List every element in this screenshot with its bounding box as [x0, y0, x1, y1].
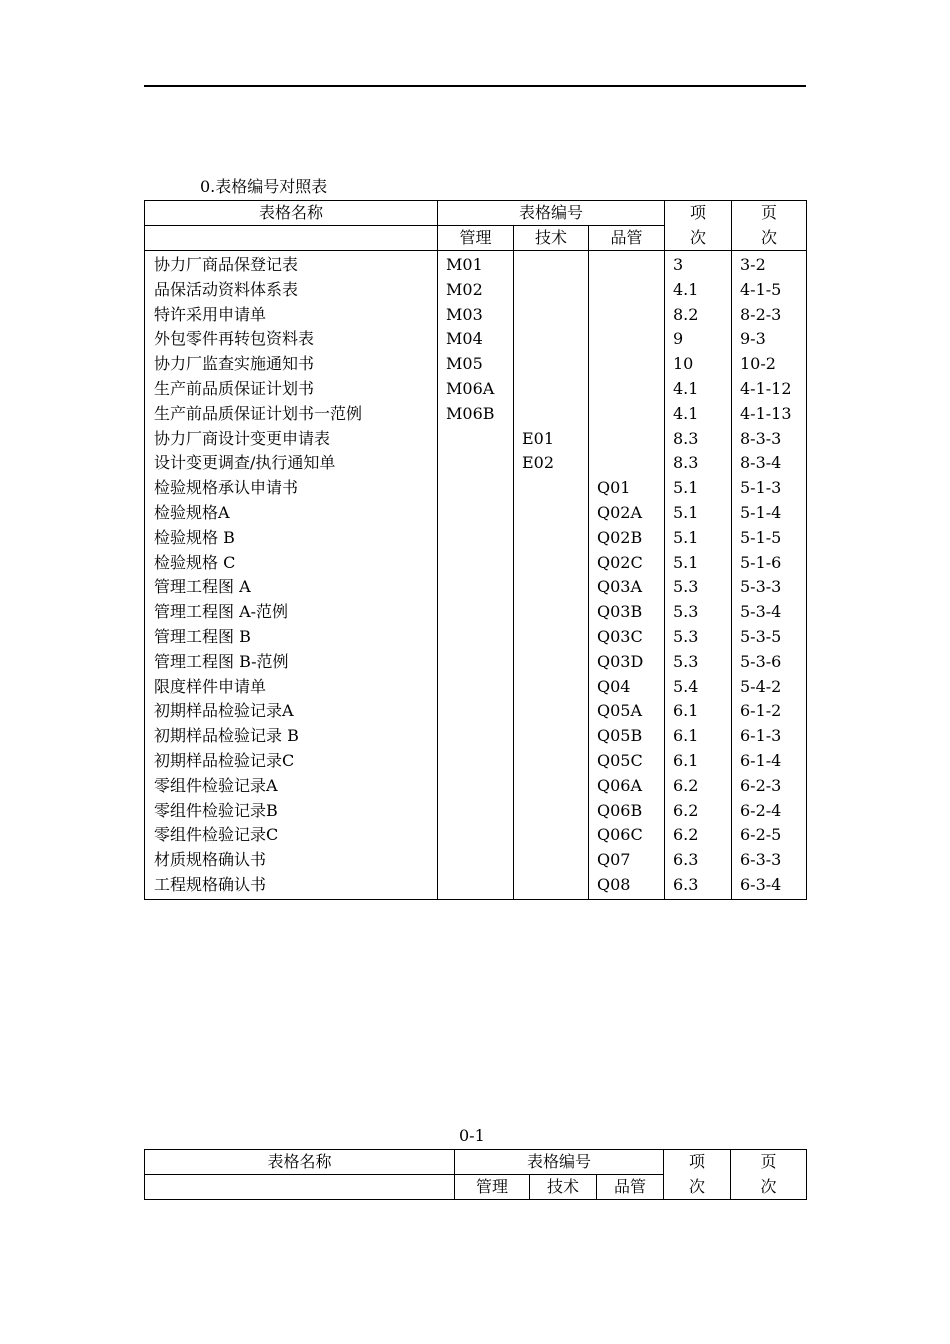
qc-code-cell: Q04	[589, 675, 665, 700]
continued-table-header	[144, 1149, 807, 1200]
tech-code-cell	[514, 699, 589, 724]
form-name-cell: 品保活动资料体系表	[145, 278, 438, 303]
qc-code-cell: Q08	[589, 873, 665, 899]
tech-code-cell	[514, 551, 589, 576]
table-row	[145, 526, 807, 551]
mgmt-code-cell	[438, 551, 514, 576]
header-form-code: 表格编号	[455, 1150, 664, 1175]
item-cell: 5.3	[665, 600, 732, 625]
header-mgmt: 管理	[438, 226, 514, 251]
form-name-cell: 零组件检验记录C	[145, 823, 438, 848]
mgmt-code-cell	[438, 625, 514, 650]
item-cell: 5.1	[665, 526, 732, 551]
form-name-cell: 生产前品质保证计划书一范例	[145, 402, 438, 427]
tech-code-cell	[514, 749, 589, 774]
page-cell: 5-1-3	[732, 476, 807, 501]
table-row	[145, 799, 807, 824]
item-cell: 5.1	[665, 501, 732, 526]
header-form-name: 表格名称	[145, 1150, 455, 1175]
page-cell: 4-1-13	[732, 402, 807, 427]
page-cell: 5-3-5	[732, 625, 807, 650]
item-cell: 4.1	[665, 377, 732, 402]
header-qc: 品管	[589, 226, 665, 251]
form-name-cell: 检验规格承认申请书	[145, 476, 438, 501]
mgmt-code-cell: M05	[438, 352, 514, 377]
form-name-cell: 初期样品检验记录A	[145, 699, 438, 724]
mgmt-code-cell: M06A	[438, 377, 514, 402]
qc-code-cell	[589, 451, 665, 476]
item-cell: 5.4	[665, 675, 732, 700]
header-rule	[144, 85, 806, 87]
tech-code-cell	[514, 327, 589, 352]
page-cell: 5-4-2	[732, 675, 807, 700]
form-name-cell: 管理工程图 A-范例	[145, 600, 438, 625]
mgmt-code-cell	[438, 451, 514, 476]
mgmt-code-cell	[438, 600, 514, 625]
header-tech: 技术	[530, 1175, 597, 1200]
qc-code-cell: Q03B	[589, 600, 665, 625]
table-row	[145, 476, 807, 501]
section-title: 0.表格编号对照表	[200, 177, 328, 196]
tech-code-cell	[514, 625, 589, 650]
page-cell: 6-2-5	[732, 823, 807, 848]
header-page-bottom: 次	[731, 1175, 807, 1200]
table-row	[145, 551, 807, 576]
form-name-cell: 管理工程图 B-范例	[145, 650, 438, 675]
header-page-bottom: 次	[732, 226, 807, 251]
tech-code-cell	[514, 873, 589, 899]
form-name-cell: 初期样品检验记录C	[145, 749, 438, 774]
page-cell: 5-3-6	[732, 650, 807, 675]
page-cell: 6-1-4	[732, 749, 807, 774]
qc-code-cell	[589, 303, 665, 328]
page-cell: 4-1-5	[732, 278, 807, 303]
mgmt-code-cell	[438, 427, 514, 452]
qc-code-cell	[589, 251, 665, 278]
header-blank	[145, 1175, 455, 1200]
page-cell: 5-1-6	[732, 551, 807, 576]
qc-code-cell	[589, 402, 665, 427]
item-cell: 4.1	[665, 278, 732, 303]
form-name-cell: 协力厂商设计变更申请表	[145, 427, 438, 452]
table-row	[145, 352, 807, 377]
table-row	[145, 451, 807, 476]
mgmt-code-cell	[438, 848, 514, 873]
header-page-top: 页	[732, 201, 807, 226]
form-name-cell: 管理工程图 A	[145, 575, 438, 600]
tech-code-cell	[514, 402, 589, 427]
form-name-cell: 外包零件再转包资料表	[145, 327, 438, 352]
tech-code-cell: E02	[514, 451, 589, 476]
table-row	[145, 848, 807, 873]
tech-code-cell	[514, 575, 589, 600]
table-row	[145, 327, 807, 352]
qc-code-cell	[589, 327, 665, 352]
page-cell: 5-3-3	[732, 575, 807, 600]
page-cell: 9-3	[732, 327, 807, 352]
page-cell: 3-2	[732, 251, 807, 278]
form-name-cell: 材质规格确认书	[145, 848, 438, 873]
item-cell: 5.1	[665, 551, 732, 576]
item-cell: 6.1	[665, 749, 732, 774]
header-tech: 技术	[514, 226, 589, 251]
tech-code-cell	[514, 352, 589, 377]
tech-code-cell	[514, 501, 589, 526]
item-cell: 3	[665, 251, 732, 278]
mgmt-code-cell	[438, 675, 514, 700]
page-cell: 5-1-5	[732, 526, 807, 551]
form-name-cell: 管理工程图 B	[145, 625, 438, 650]
form-name-cell: 生产前品质保证计划书	[145, 377, 438, 402]
tech-code-cell	[514, 278, 589, 303]
header-item-bottom: 次	[664, 1175, 731, 1200]
qc-code-cell: Q03A	[589, 575, 665, 600]
tech-code-cell	[514, 526, 589, 551]
item-cell: 10	[665, 352, 732, 377]
table-row	[145, 724, 807, 749]
item-cell: 6.1	[665, 699, 732, 724]
mgmt-code-cell	[438, 724, 514, 749]
mgmt-code-cell: M03	[438, 303, 514, 328]
mgmt-code-cell: M06B	[438, 402, 514, 427]
header-qc: 品管	[597, 1175, 664, 1200]
page-cell: 6-3-3	[732, 848, 807, 873]
table-row	[145, 650, 807, 675]
table-row	[145, 303, 807, 328]
table-body	[145, 251, 807, 900]
qc-code-cell: Q02B	[589, 526, 665, 551]
item-cell: 6.2	[665, 799, 732, 824]
table-row	[145, 675, 807, 700]
tech-code-cell	[514, 848, 589, 873]
table-row	[145, 427, 807, 452]
tech-code-cell	[514, 303, 589, 328]
table-row	[145, 699, 807, 724]
form-name-cell: 检验规格 B	[145, 526, 438, 551]
mgmt-code-cell	[438, 501, 514, 526]
mgmt-code-cell	[438, 526, 514, 551]
page-cell: 6-1-2	[732, 699, 807, 724]
table-row	[145, 251, 807, 278]
table-row	[145, 402, 807, 427]
qc-code-cell: Q05A	[589, 699, 665, 724]
tech-code-cell	[514, 799, 589, 824]
item-cell: 6.3	[665, 848, 732, 873]
page-cell: 4-1-12	[732, 377, 807, 402]
table-row	[145, 749, 807, 774]
qc-code-cell: Q02A	[589, 501, 665, 526]
page-cell: 10-2	[732, 352, 807, 377]
header-form-name: 表格名称	[145, 201, 438, 226]
item-cell: 6.2	[665, 774, 732, 799]
mgmt-code-cell	[438, 873, 514, 899]
tech-code-cell	[514, 724, 589, 749]
item-cell: 8.2	[665, 303, 732, 328]
header-mgmt: 管理	[455, 1175, 530, 1200]
qc-code-cell	[589, 427, 665, 452]
page-cell: 5-1-4	[732, 501, 807, 526]
qc-code-cell	[589, 352, 665, 377]
tech-code-cell	[514, 600, 589, 625]
item-cell: 6.3	[665, 873, 732, 899]
mgmt-code-cell: M02	[438, 278, 514, 303]
qc-code-cell: Q05C	[589, 749, 665, 774]
form-name-cell: 特许采用申请单	[145, 303, 438, 328]
mgmt-code-cell	[438, 774, 514, 799]
tech-code-cell	[514, 251, 589, 278]
mgmt-code-cell	[438, 699, 514, 724]
tech-code-cell: E01	[514, 427, 589, 452]
page-cell: 8-3-3	[732, 427, 807, 452]
form-name-cell: 检验规格 C	[145, 551, 438, 576]
item-cell: 5.3	[665, 650, 732, 675]
tech-code-cell	[514, 675, 589, 700]
header-form-code: 表格编号	[438, 201, 665, 226]
page-cell: 6-2-4	[732, 799, 807, 824]
tech-code-cell	[514, 476, 589, 501]
item-cell: 6.2	[665, 823, 732, 848]
item-cell: 8.3	[665, 451, 732, 476]
form-name-cell: 协力厂商品保登记表	[145, 251, 438, 278]
item-cell: 6.1	[665, 724, 732, 749]
item-cell: 4.1	[665, 402, 732, 427]
form-name-cell: 零组件检验记录B	[145, 799, 438, 824]
qc-code-cell: Q06C	[589, 823, 665, 848]
tech-code-cell	[514, 823, 589, 848]
qc-code-cell: Q03C	[589, 625, 665, 650]
mgmt-code-cell	[438, 476, 514, 501]
page-cell: 8-3-4	[732, 451, 807, 476]
tech-code-cell	[514, 774, 589, 799]
tech-code-cell	[514, 377, 589, 402]
tech-code-cell	[514, 650, 589, 675]
mgmt-code-cell: M04	[438, 327, 514, 352]
qc-code-cell: Q06B	[589, 799, 665, 824]
form-name-cell: 限度样件申请单	[145, 675, 438, 700]
qc-code-cell	[589, 377, 665, 402]
header-blank	[145, 226, 438, 251]
page-cell: 6-2-3	[732, 774, 807, 799]
page-cell: 8-2-3	[732, 303, 807, 328]
table-row	[145, 823, 807, 848]
form-name-cell: 设计变更调查/执行通知单	[145, 451, 438, 476]
form-name-cell: 检验规格A	[145, 501, 438, 526]
item-cell: 9	[665, 327, 732, 352]
qc-code-cell: Q05B	[589, 724, 665, 749]
page-number: 0-1	[459, 1126, 485, 1145]
mgmt-code-cell	[438, 749, 514, 774]
item-cell: 5.3	[665, 575, 732, 600]
item-cell: 8.3	[665, 427, 732, 452]
qc-code-cell: Q01	[589, 476, 665, 501]
page-cell: 6-1-3	[732, 724, 807, 749]
mgmt-code-cell	[438, 575, 514, 600]
qc-code-cell: Q07	[589, 848, 665, 873]
qc-code-cell: Q06A	[589, 774, 665, 799]
table-row	[145, 873, 807, 899]
form-name-cell: 初期样品检验记录 B	[145, 724, 438, 749]
table-row	[145, 600, 807, 625]
table-row	[145, 575, 807, 600]
header-page-top: 页	[731, 1150, 807, 1175]
table-row	[145, 278, 807, 303]
form-name-cell: 协力厂监查实施通知书	[145, 352, 438, 377]
form-name-cell: 零组件检验记录A	[145, 774, 438, 799]
mgmt-code-cell	[438, 650, 514, 675]
mgmt-code-cell	[438, 799, 514, 824]
header-item-top: 项	[665, 201, 732, 226]
form-name-cell: 工程规格确认书	[145, 873, 438, 899]
table-row	[145, 377, 807, 402]
item-cell: 5.1	[665, 476, 732, 501]
form-number-table	[144, 200, 807, 900]
mgmt-code-cell: M01	[438, 251, 514, 278]
header-item-bottom: 次	[665, 226, 732, 251]
qc-code-cell: Q03D	[589, 650, 665, 675]
qc-code-cell: Q02C	[589, 551, 665, 576]
table-row	[145, 774, 807, 799]
page-cell: 6-3-4	[732, 873, 807, 899]
qc-code-cell	[589, 278, 665, 303]
table-row	[145, 625, 807, 650]
page-cell: 5-3-4	[732, 600, 807, 625]
item-cell: 5.3	[665, 625, 732, 650]
header-item-top: 项	[664, 1150, 731, 1175]
table-row	[145, 501, 807, 526]
mgmt-code-cell	[438, 823, 514, 848]
